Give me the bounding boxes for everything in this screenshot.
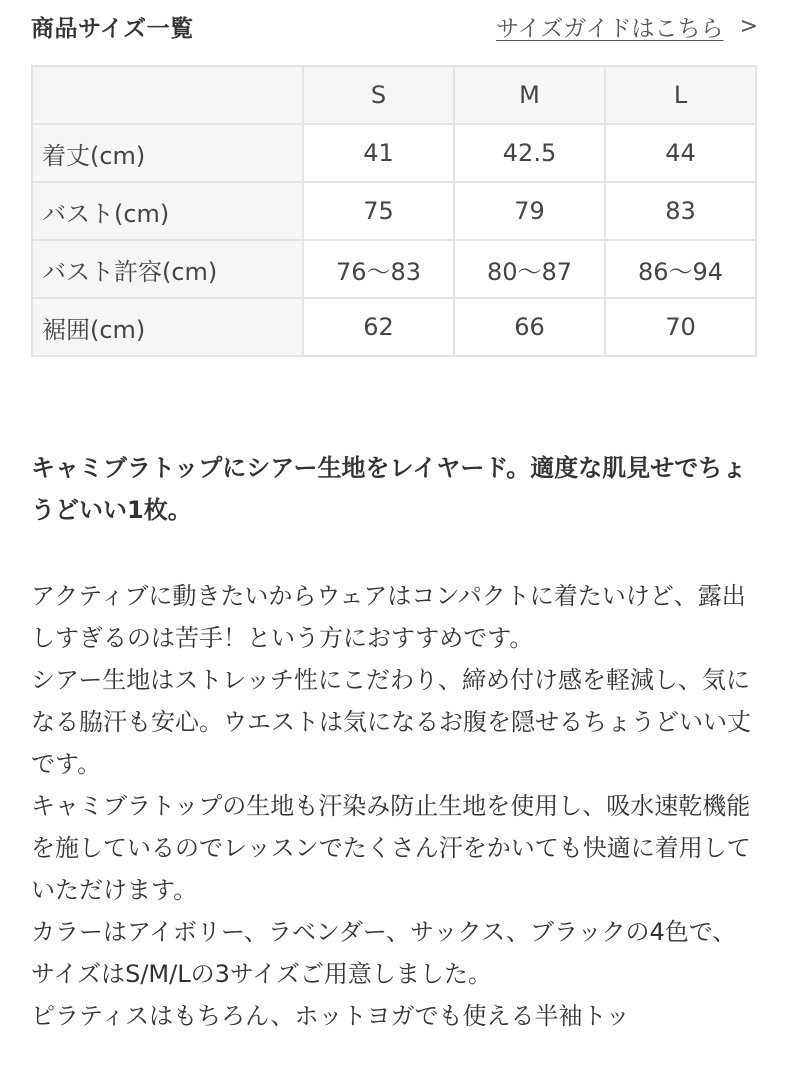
chevron-right-icon[interactable]: > bbox=[739, 14, 758, 39]
description-paragraph: ピラティスはもちろん、ホットヨガでも使える半袖トッ bbox=[31, 1002, 630, 1030]
measurement-label: 裾囲(cm) bbox=[32, 298, 303, 356]
size-table-header-row bbox=[32, 66, 756, 124]
measurement-value: 62 bbox=[303, 298, 454, 356]
measurement-value: 76〜83 bbox=[303, 240, 454, 298]
measurement-label: 着丈(cm) bbox=[32, 124, 303, 182]
measurement-value: 86〜94 bbox=[605, 240, 756, 298]
table-row bbox=[32, 124, 756, 182]
description-paragraph: シアー生地はストレッチ性にこだわり、締め付け感を軽減し、気になる脇汗も安心。ウエストは気になるお腹を隠せるちょうどいい丈です。 bbox=[31, 666, 751, 778]
size-guide-link[interactable] bbox=[496, 10, 758, 43]
description-paragraph: カラーはアイボリー、ラベンダー、サックス、ブラックの4色で、サイズはS/M/Lの3サイズご用意しました。 bbox=[31, 918, 737, 988]
product-description bbox=[31, 575, 751, 1037]
size-table-corner-cell bbox=[32, 66, 303, 124]
size-list-title: 商品サイズ一覧 bbox=[31, 16, 194, 42]
measurement-value: 75 bbox=[303, 182, 454, 240]
measurement-value: 42.5 bbox=[454, 124, 605, 182]
size-guide-link-text[interactable]: サイズガイドはこちら bbox=[496, 16, 724, 42]
size-list-header bbox=[31, 6, 758, 46]
measurement-value: 66 bbox=[454, 298, 605, 356]
measurement-label: バスト許容(cm) bbox=[32, 240, 303, 298]
measurement-value: 70 bbox=[605, 298, 756, 356]
measurement-value: 41 bbox=[303, 124, 454, 182]
measurement-value: 83 bbox=[605, 182, 756, 240]
measurement-value: 80〜87 bbox=[454, 240, 605, 298]
description-paragraph: キャミブラトップの生地も汗染み防止生地を使用し、吸水速乾機能を施しているのでレッスンでたくさん汗をかいても快適に着用していただけます。 bbox=[31, 792, 751, 904]
size-column-header: L bbox=[605, 66, 756, 124]
size-column-header: M bbox=[454, 66, 605, 124]
measurement-value: 44 bbox=[605, 124, 756, 182]
table-row bbox=[32, 298, 756, 356]
measurement-label: バスト(cm) bbox=[32, 182, 303, 240]
table-row bbox=[32, 240, 756, 298]
table-row bbox=[32, 182, 756, 240]
size-column-header: S bbox=[303, 66, 454, 124]
description-paragraph: アクティブに動きたいからウェアはコンパクトに着たいけど、露出しすぎるのは苦手！という方におすすめです。 bbox=[31, 582, 746, 652]
measurement-value: 79 bbox=[454, 182, 605, 240]
product-headline: キャミブラトップにシアー生地をレイヤード。適度な肌見せでちょうどいい1枚。 bbox=[31, 454, 747, 524]
size-table bbox=[31, 65, 757, 357]
